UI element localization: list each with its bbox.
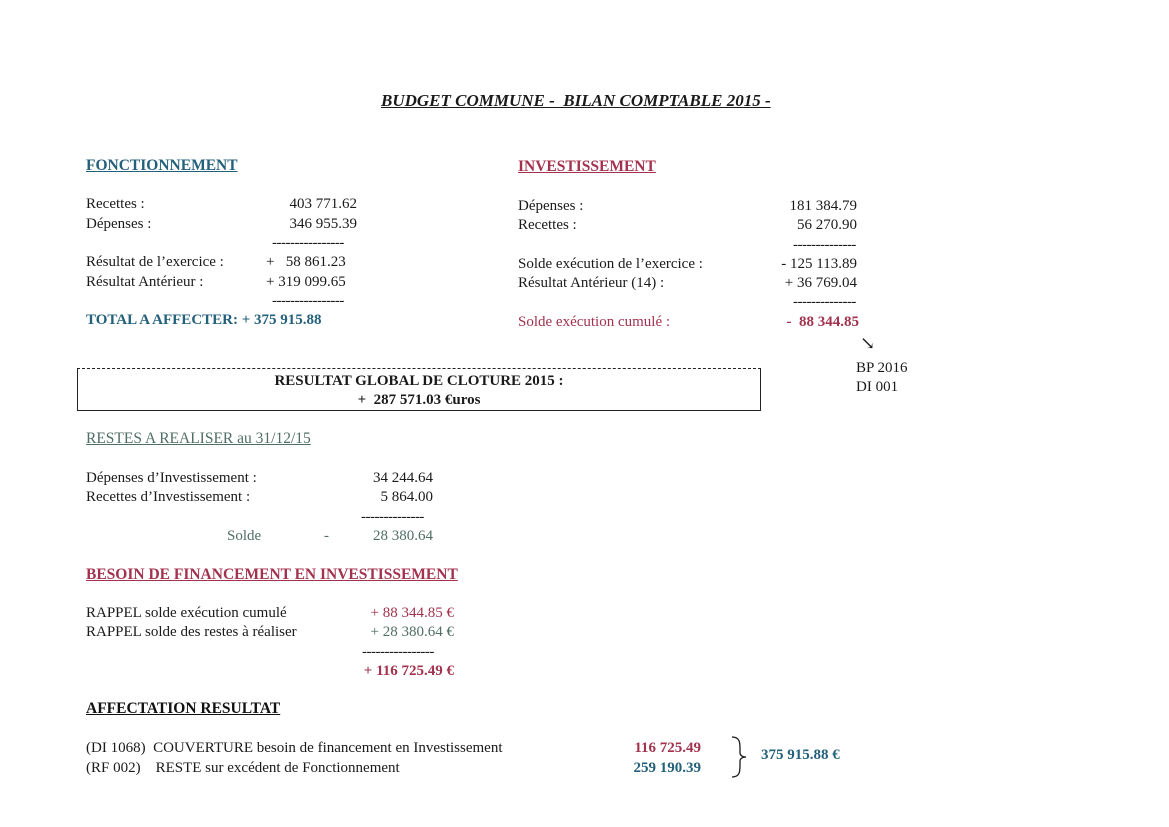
besoin-rappel1-value: + 88 344.85 € [370, 605, 454, 621]
restes-heading: RESTES A REALISER au 31/12/15 [86, 430, 311, 447]
invest-solde-cumule-label: Solde exécution cumulé : [518, 314, 671, 330]
fonctionnement-heading: FONCTIONNEMENT [86, 157, 238, 174]
restes-solde-value: 28 380.64 [373, 528, 433, 544]
bp-2016-label: BP 2016 [856, 360, 908, 376]
affectation-line2-label: (RF 002) RESTE sur excédent de Fonctionnement [86, 760, 400, 776]
besoin-rappel2-label: RAPPEL solde des restes à réaliser [86, 624, 297, 640]
invest-recettes-label: Recettes : [518, 217, 577, 233]
fonct-resultat-anterieur-label: Résultat Antérieur : [86, 274, 204, 290]
di-001-label: DI 001 [856, 379, 899, 395]
invest-resultat-anterieur-label: Résultat Antérieur (14) : [518, 275, 665, 291]
restes-recettes-value: 5 864.00 [380, 489, 433, 505]
fonct-separator-2: ---------------- [272, 293, 344, 309]
resultat-global-box [77, 368, 761, 411]
restes-separator: -------------- [361, 509, 424, 525]
affectation-line2-value: 259 190.39 [633, 760, 701, 776]
restes-recettes-label: Recettes d’Investissement : [86, 489, 251, 505]
affectation-line1-label: (DI 1068) COUVERTURE besoin de financement en Investissement [86, 740, 503, 756]
resultat-global-title: RESULTAT GLOBAL DE CLOTURE 2015 : [274, 373, 564, 389]
besoin-total-value: + 116 725.49 € [363, 663, 454, 679]
restes-depenses-value: 34 244.64 [373, 470, 433, 486]
besoin-separator: ---------------- [362, 644, 434, 660]
fonct-resultat-exercice-value: + 58 861.23 [266, 254, 346, 270]
restes-solde-label: Solde [227, 528, 262, 544]
fonct-recettes-value: 403 771.62 [289, 196, 357, 212]
affectation-total: 375 915.88 € [761, 747, 840, 763]
fonct-resultat-exercice-label: Résultat de l’exercice : [86, 254, 224, 270]
fonct-depenses-label: Dépenses : [86, 216, 152, 232]
invest-separator-1: -------------- [793, 237, 856, 253]
restes-solde-sign: - [324, 528, 329, 544]
fonct-resultat-anterieur-value: + 319 099.65 [266, 274, 346, 290]
investissement-heading: INVESTISSEMENT [518, 158, 656, 175]
fonct-depenses-value: 346 955.39 [289, 216, 357, 232]
restes-depenses-label: Dépenses d’Investissement : [86, 470, 257, 486]
fonct-separator-1: ---------------- [272, 235, 344, 251]
invest-separator-2: -------------- [793, 294, 856, 310]
invest-solde-cumule-value: - 88 344.85 [786, 314, 859, 330]
invest-depenses-label: Dépenses : [518, 198, 584, 214]
arrow-down-right-icon: ↘ [860, 333, 876, 353]
affectation-heading: AFFECTATION RESULTAT [86, 700, 281, 717]
invest-depenses-value: 181 384.79 [789, 198, 857, 214]
fonct-recettes-label: Recettes : [86, 196, 145, 212]
affectation-line1-value: 116 725.49 [634, 740, 701, 756]
besoin-rappel1-label: RAPPEL solde exécution cumulé [86, 605, 287, 621]
invest-solde-exercice-label: Solde exécution de l’exercice : [518, 256, 703, 272]
invest-resultat-anterieur-value: + 36 769.04 [784, 275, 857, 291]
invest-recettes-value: 56 270.90 [797, 217, 857, 233]
resultat-global-value: + 287 571.03 €uros [357, 392, 481, 408]
fonct-total: TOTAL A AFFECTER: + 375 915.88 [86, 312, 322, 328]
besoin-rappel2-value: + 28 380.64 € [370, 624, 454, 640]
curly-brace-icon [728, 735, 752, 779]
invest-solde-exercice-value: - 125 113.89 [781, 256, 857, 272]
page-title: BUDGET COMMUNE - BILAN COMPTABLE 2015 - [381, 91, 771, 110]
besoin-heading: BESOIN DE FINANCEMENT EN INVESTISSEMENT [86, 566, 458, 583]
